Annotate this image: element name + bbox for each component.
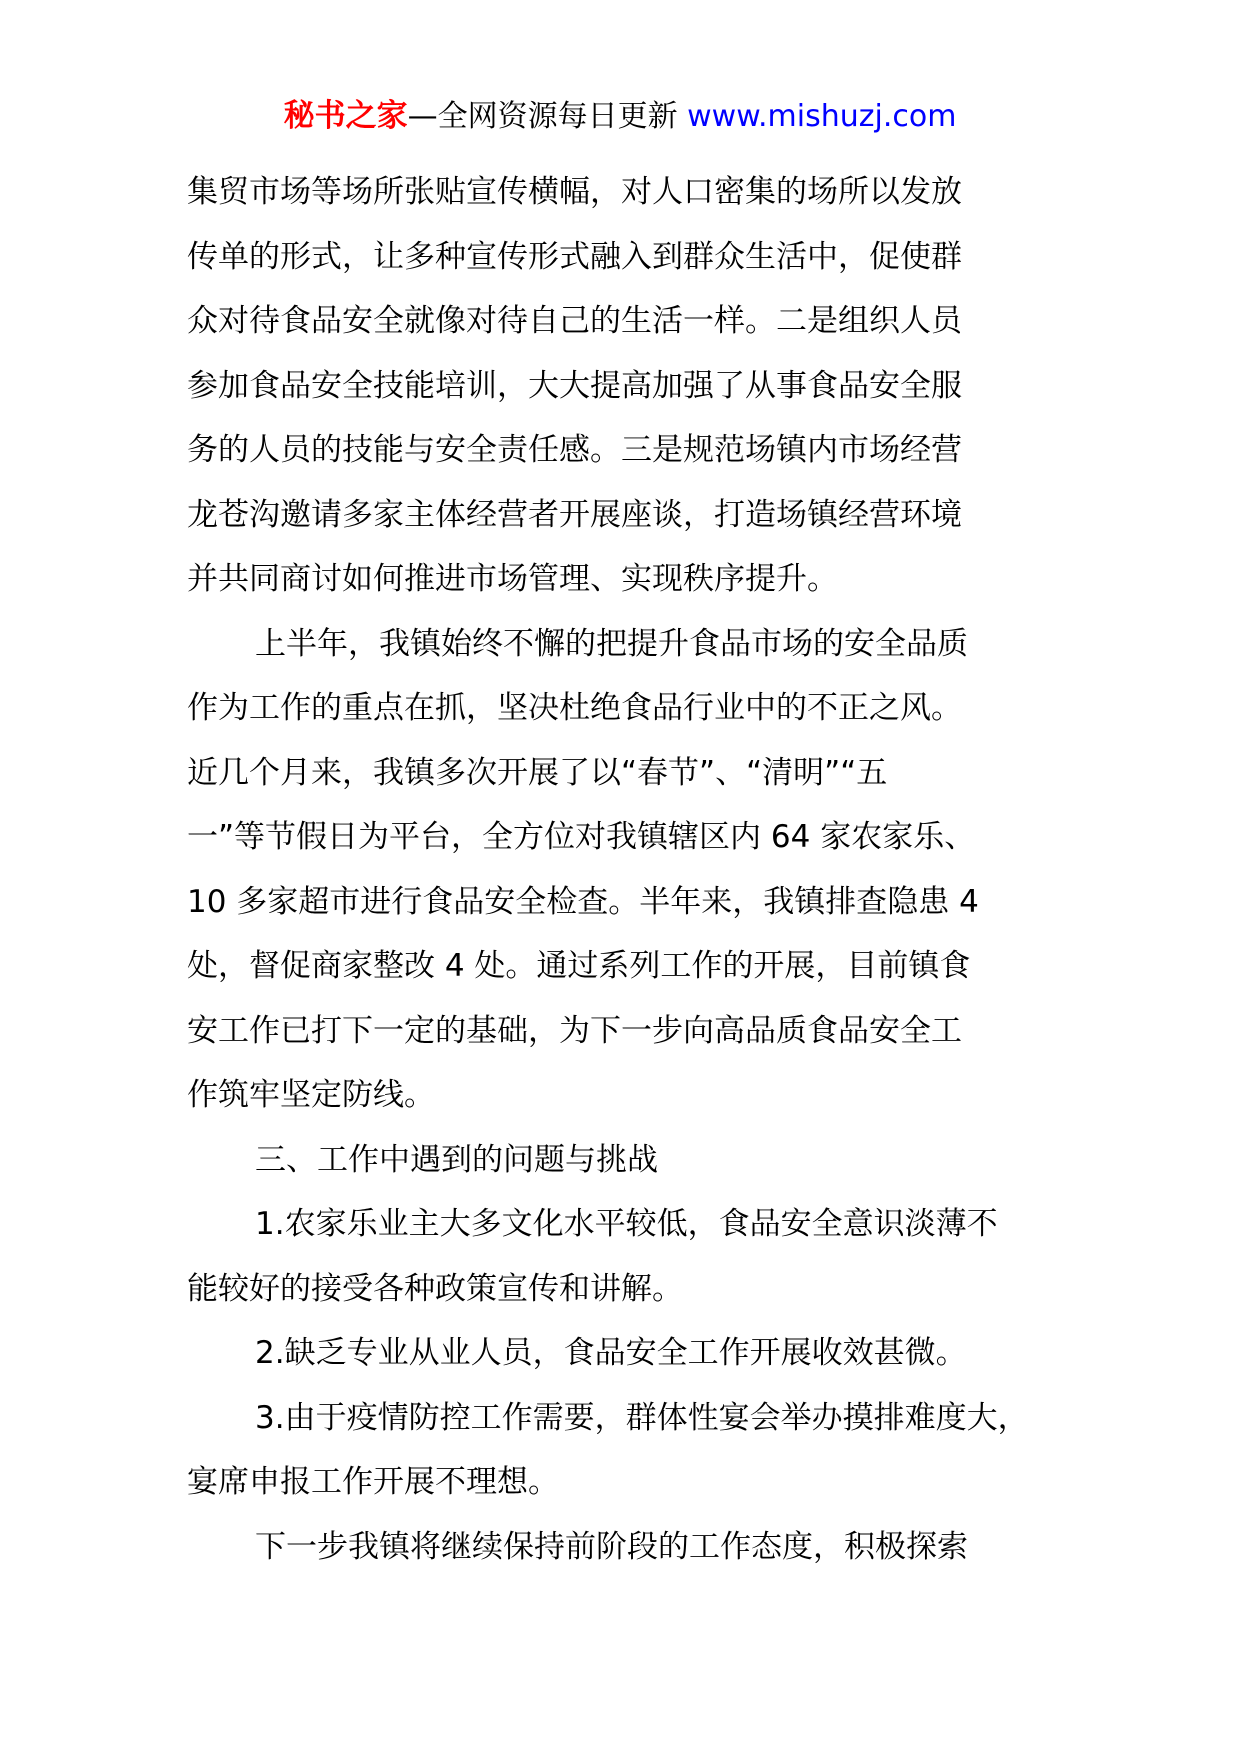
text-line: 作为工作的重点在抓，坚决杜绝食品行业中的不正之风。 [187,690,962,726]
text-line: 集贸市场等场所张贴宣传横幅，对人口密集的场所以发放 [187,174,962,210]
text-line: 务的人员的技能与安全责任感。三是规范场镇内市场经营 [187,432,962,468]
site-tagline: —全网资源每日更新 [407,99,678,134]
text-line: 能较好的接受各种政策宣传和讲解。 [187,1270,683,1307]
document-body [187,160,1067,1579]
text-line: 1.农家乐业主大多文化水平较低，食品安全意识淡薄不 [255,1206,998,1242]
text-line: 3.由于疫情防控工作需要，群体性宴会举办摸排难度大， [255,1399,1029,1436]
text-line: 10 多家超市进行食品安全检查。半年来，我镇排查隐患 4 [187,883,979,920]
text-line: 2.缺乏专业从业人员，食品安全工作开展收效甚微。 [255,1335,967,1371]
text-line: 下一步我镇将继续保持前阶段的工作态度，积极探索 [255,1528,968,1565]
text-line: 传单的形式，让多种宣传形式融入到群众生活中，促使群 [187,238,962,275]
text-line: 三、工作中遇到的问题与挑战 [255,1141,658,1178]
text-line: 上半年，我镇始终不懈的把提升食品市场的安全品质 [255,625,968,662]
site-url[interactable]: www.mishuzj.com [687,99,957,134]
site-brand: 秘书之家 [283,98,408,134]
text-line: 作筑牢坚定防线。 [187,1077,435,1113]
text-line: 近几个月来，我镇多次开展了以“春节”、“清明”“五 [187,754,888,791]
text-line: 一”等节假日为平台，全方位对我镇辖区内 64 家农家乐、 [187,819,976,855]
text-line: 并共同商讨如何推进市场管理、实现秩序提升。 [187,561,838,597]
text-line: 众对待食品安全就像对待自己的生活一样。二是组织人员 [187,303,962,339]
text-line: 参加食品安全技能培训，大大提高加强了从事食品安全服 [187,367,962,404]
text-line: 宴席申报工作开展不理想。 [187,1464,559,1500]
site-header [0,96,1240,137]
text-line: 龙苍沟邀请多家主体经营者开展座谈，打造场镇经营环境 [187,496,962,533]
text-line: 安工作已打下一定的基础，为下一步向高品质食品安全工 [187,1012,962,1049]
text-line: 处，督促商家整改 4 处。通过系列工作的开展，目前镇食 [187,948,971,984]
